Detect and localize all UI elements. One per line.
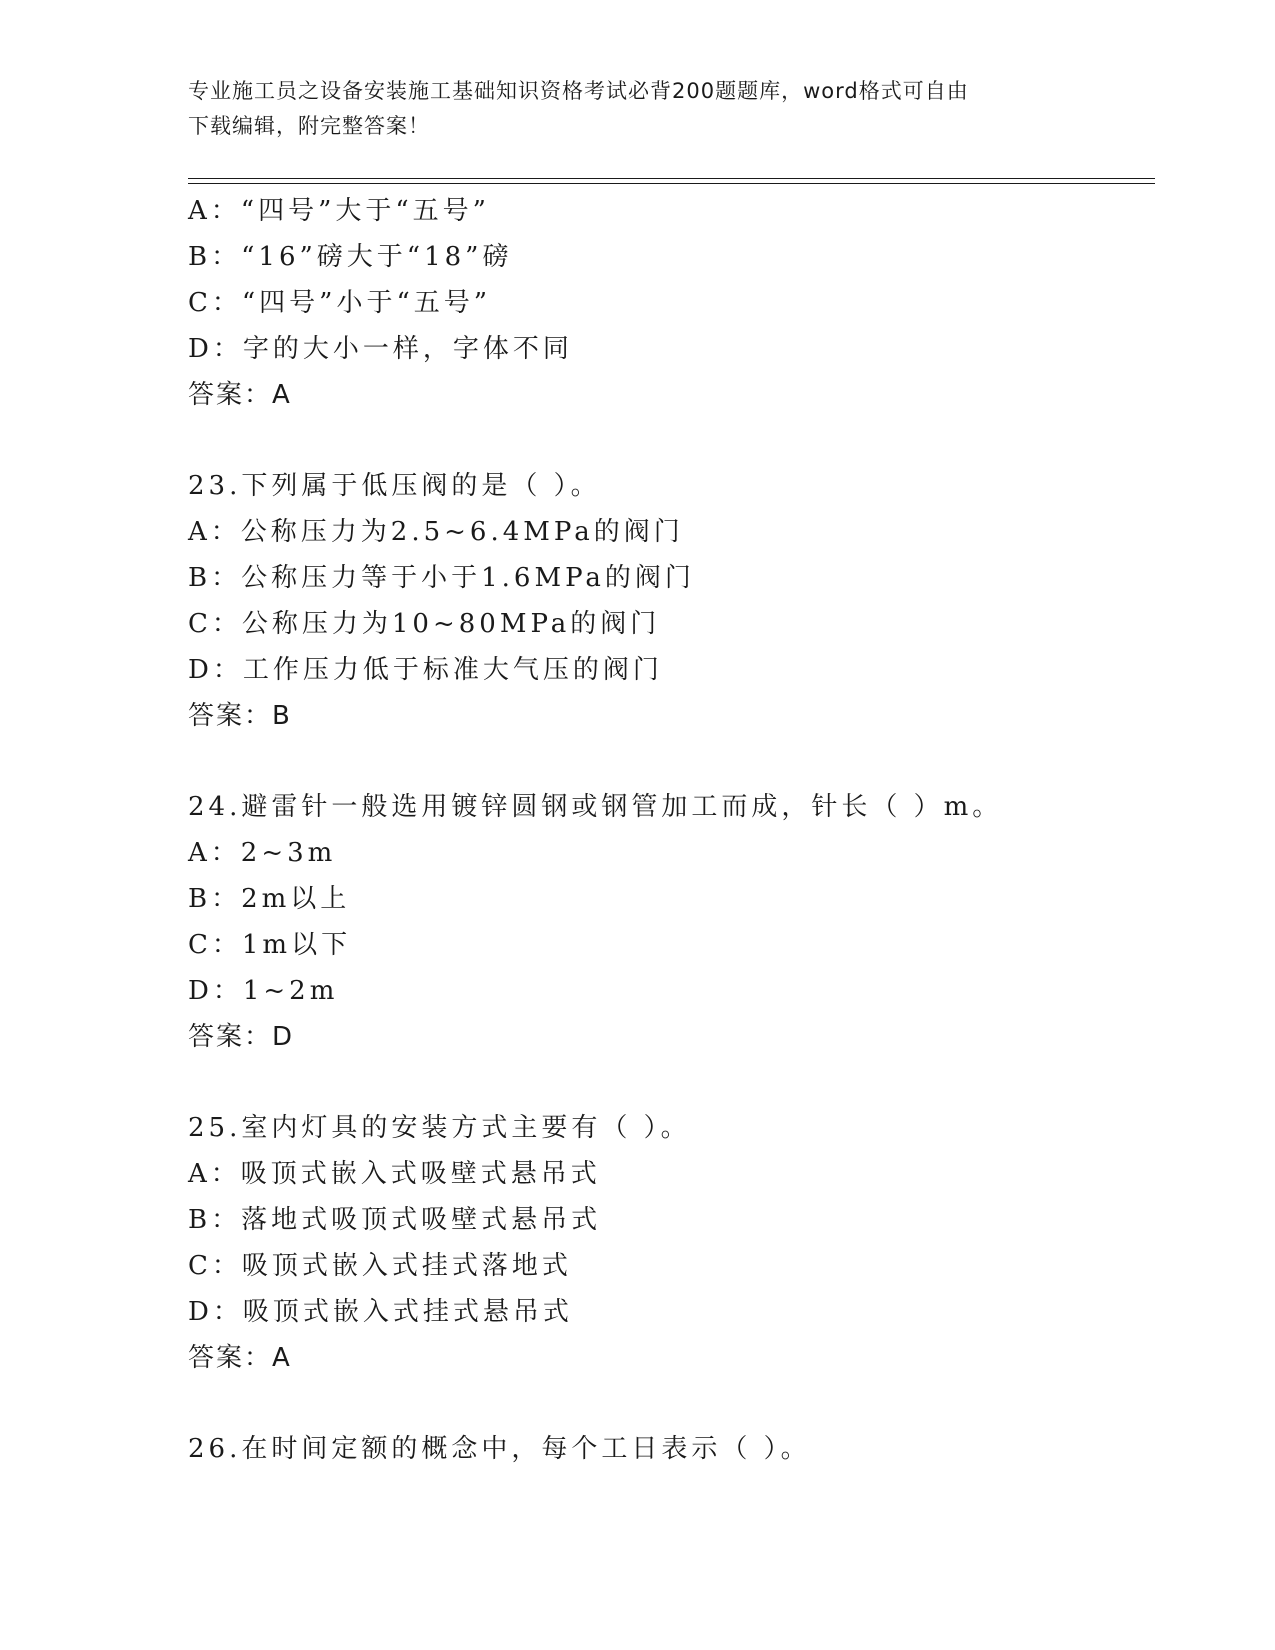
question-text: 25.室内灯具的安装方式主要有（ ）。 (188, 1113, 691, 1143)
option-c: C：公称压力为10~80MPa的阀门 (188, 609, 661, 639)
option-a: A：公称压力为2.5~6.4MPa的阀门 (188, 517, 684, 547)
option-a: A：2~3m (188, 838, 337, 868)
question-block-22 (188, 188, 1148, 418)
option-d: D：工作压力低于标准大气压的阀门 (188, 655, 663, 685)
header-title-line-1: 专业施工员之设备安装施工基础知识资格考试必背200题题库，word格式可自由 (188, 79, 969, 103)
option-d: D：吸顶式嵌入式挂式悬吊式 (188, 1297, 573, 1327)
option-a: A：吸顶式嵌入式吸壁式悬吊式 (188, 1159, 601, 1189)
spacer (188, 739, 1148, 784)
question-text: 23.下列属于低压阀的是（ ）。 (188, 471, 601, 501)
spacer (188, 418, 1148, 463)
document-header (188, 74, 1068, 144)
option-d: D：1~2m (188, 976, 339, 1006)
option-c: C：“四号”小于“五号” (188, 288, 492, 318)
header-title-line-2: 下载编辑，附完整答案！ (188, 114, 430, 138)
question-text: 26.在时间定额的概念中，每个工日表示（ ）。 (188, 1434, 811, 1464)
answer-text: 答案：A (188, 1343, 292, 1373)
answer-text: 答案：D (188, 1022, 295, 1052)
option-d: D：字的大小一样，字体不同 (188, 334, 573, 364)
answer-text: 答案：B (188, 701, 292, 731)
question-block-24 (188, 784, 1148, 1060)
option-b: B：“16”磅大于“18”磅 (188, 242, 513, 272)
header-divider-top (188, 178, 1155, 179)
option-c: C：吸顶式嵌入式挂式落地式 (188, 1251, 572, 1281)
option-b: B：2m以上 (188, 884, 351, 914)
question-block-26 (188, 1426, 1148, 1472)
option-a: A：“四号”大于“五号” (188, 196, 490, 226)
answer-text: 答案：A (188, 380, 292, 410)
spacer (188, 1381, 1148, 1426)
header-divider-bottom (188, 183, 1155, 184)
question-block-25 (188, 1105, 1148, 1381)
question-text: 24.避雷针一般选用镀锌圆钢或钢管加工而成，针长（ ）m。 (188, 792, 1003, 822)
option-b: B：公称压力等于小于1.6MPa的阀门 (188, 563, 695, 593)
question-block-23 (188, 463, 1148, 739)
option-c: C：1m以下 (188, 930, 352, 960)
question-list (188, 188, 1148, 1472)
spacer (188, 1060, 1148, 1105)
option-b: B：落地式吸顶式吸壁式悬吊式 (188, 1205, 602, 1235)
